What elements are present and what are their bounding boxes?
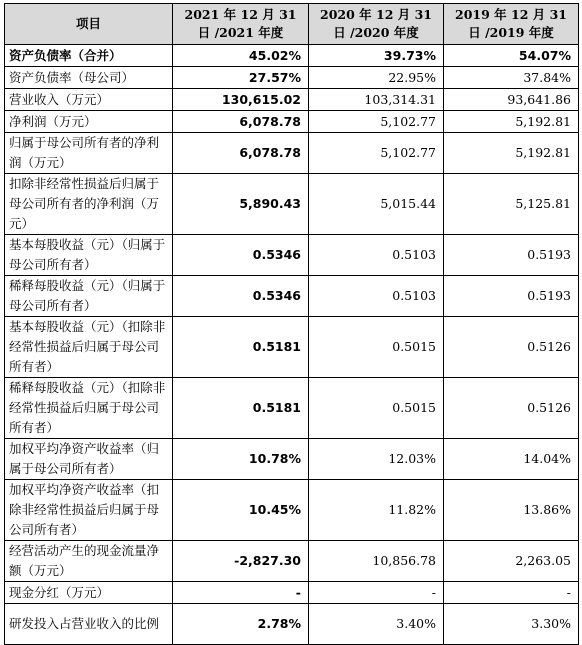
value-2019: 5,192.81	[444, 133, 579, 174]
table-row	[5, 45, 579, 67]
value-2020: 12.03%	[309, 439, 444, 480]
value-2021: 0.5181	[173, 317, 309, 378]
table-row	[5, 317, 579, 378]
value-2021: 45.02%	[173, 45, 309, 67]
table-row	[5, 67, 579, 89]
row-label: 研发投入占营业收入的比例	[5, 604, 173, 645]
table-row	[5, 276, 579, 317]
row-label: 归属于母公司所有者的净利润（万元）	[5, 133, 173, 174]
table-row	[5, 541, 579, 582]
header-2019: 2019 年 12 月 31 日 /2019 年度	[444, 4, 579, 45]
value-2019: 14.04%	[444, 439, 579, 480]
value-2020: 5,102.77	[309, 111, 444, 133]
value-2019: 2,263.05	[444, 541, 579, 582]
table-row	[5, 480, 579, 541]
table-row	[5, 604, 579, 645]
table-row	[5, 89, 579, 111]
value-2020: 39.73%	[309, 45, 444, 67]
table-row	[5, 378, 579, 439]
value-2020: 0.5015	[309, 378, 444, 439]
row-label: 稀释每股收益（元）（扣除非经常性损益后归属于母公司所有者）	[5, 378, 173, 439]
value-2020: 0.5103	[309, 235, 444, 276]
value-2021: -2,827.30	[173, 541, 309, 582]
row-label: 营业收入（万元）	[5, 89, 173, 111]
value-2020: 0.5103	[309, 276, 444, 317]
header-2020: 2020 年 12 月 31 日 /2020 年度	[309, 4, 444, 45]
value-2019: 0.5126	[444, 317, 579, 378]
value-2020: 103,314.31	[309, 89, 444, 111]
value-2019: 5,125.81	[444, 174, 579, 235]
value-2021: 0.5181	[173, 378, 309, 439]
value-2021: -	[173, 582, 309, 604]
value-2021: 10.78%	[173, 439, 309, 480]
value-2020: 3.40%	[309, 604, 444, 645]
value-2019: 0.5193	[444, 276, 579, 317]
table-row	[5, 582, 579, 604]
row-label: 资产负债率（合并）	[5, 45, 173, 67]
value-2019: 93,641.86	[444, 89, 579, 111]
value-2020: 5,102.77	[309, 133, 444, 174]
row-label: 资产负债率（母公司）	[5, 67, 173, 89]
row-label: 现金分红（万元）	[5, 582, 173, 604]
row-label: 加权平均净资产收益率（归属于母公司所有者）	[5, 439, 173, 480]
value-2019: 37.84%	[444, 67, 579, 89]
header-2021: 2021 年 12 月 31 日 /2021 年度	[173, 4, 309, 45]
value-2020: 11.82%	[309, 480, 444, 541]
value-2019: 5,192.81	[444, 111, 579, 133]
row-label: 经营活动产生的现金流量净额（万元）	[5, 541, 173, 582]
financial-indicators-table	[4, 3, 579, 645]
value-2021: 6,078.78	[173, 133, 309, 174]
row-label: 加权平均净资产收益率（扣除非经常性损益后归属于母公司所有者）	[5, 480, 173, 541]
value-2021: 10.45%	[173, 480, 309, 541]
table-row	[5, 133, 579, 174]
value-2020: 0.5015	[309, 317, 444, 378]
value-2021: 6,078.78	[173, 111, 309, 133]
value-2020: -	[309, 582, 444, 604]
value-2019: 0.5126	[444, 378, 579, 439]
table-header-row	[5, 4, 579, 45]
row-label: 扣除非经常性损益后归属于母公司所有者的净利润（万元）	[5, 174, 173, 235]
table-row	[5, 174, 579, 235]
value-2019: 54.07%	[444, 45, 579, 67]
table-row	[5, 439, 579, 480]
value-2021: 130,615.02	[173, 89, 309, 111]
value-2020: 22.95%	[309, 67, 444, 89]
value-2019: -	[444, 582, 579, 604]
row-label: 稀释每股收益（元）（归属于母公司所有者）	[5, 276, 173, 317]
table-row	[5, 111, 579, 133]
value-2020: 10,856.78	[309, 541, 444, 582]
table-row	[5, 235, 579, 276]
value-2021: 0.5346	[173, 276, 309, 317]
value-2019: 3.30%	[444, 604, 579, 645]
header-item: 项目	[5, 4, 173, 45]
value-2021: 2.78%	[173, 604, 309, 645]
value-2020: 5,015.44	[309, 174, 444, 235]
value-2021: 5,890.43	[173, 174, 309, 235]
value-2021: 27.57%	[173, 67, 309, 89]
row-label: 基本每股收益（元）（归属于母公司所有者）	[5, 235, 173, 276]
value-2019: 0.5193	[444, 235, 579, 276]
row-label: 净利润（万元）	[5, 111, 173, 133]
value-2019: 13.86%	[444, 480, 579, 541]
value-2021: 0.5346	[173, 235, 309, 276]
row-label: 基本每股收益（元）（扣除非经常性损益后归属于母公司所有者）	[5, 317, 173, 378]
